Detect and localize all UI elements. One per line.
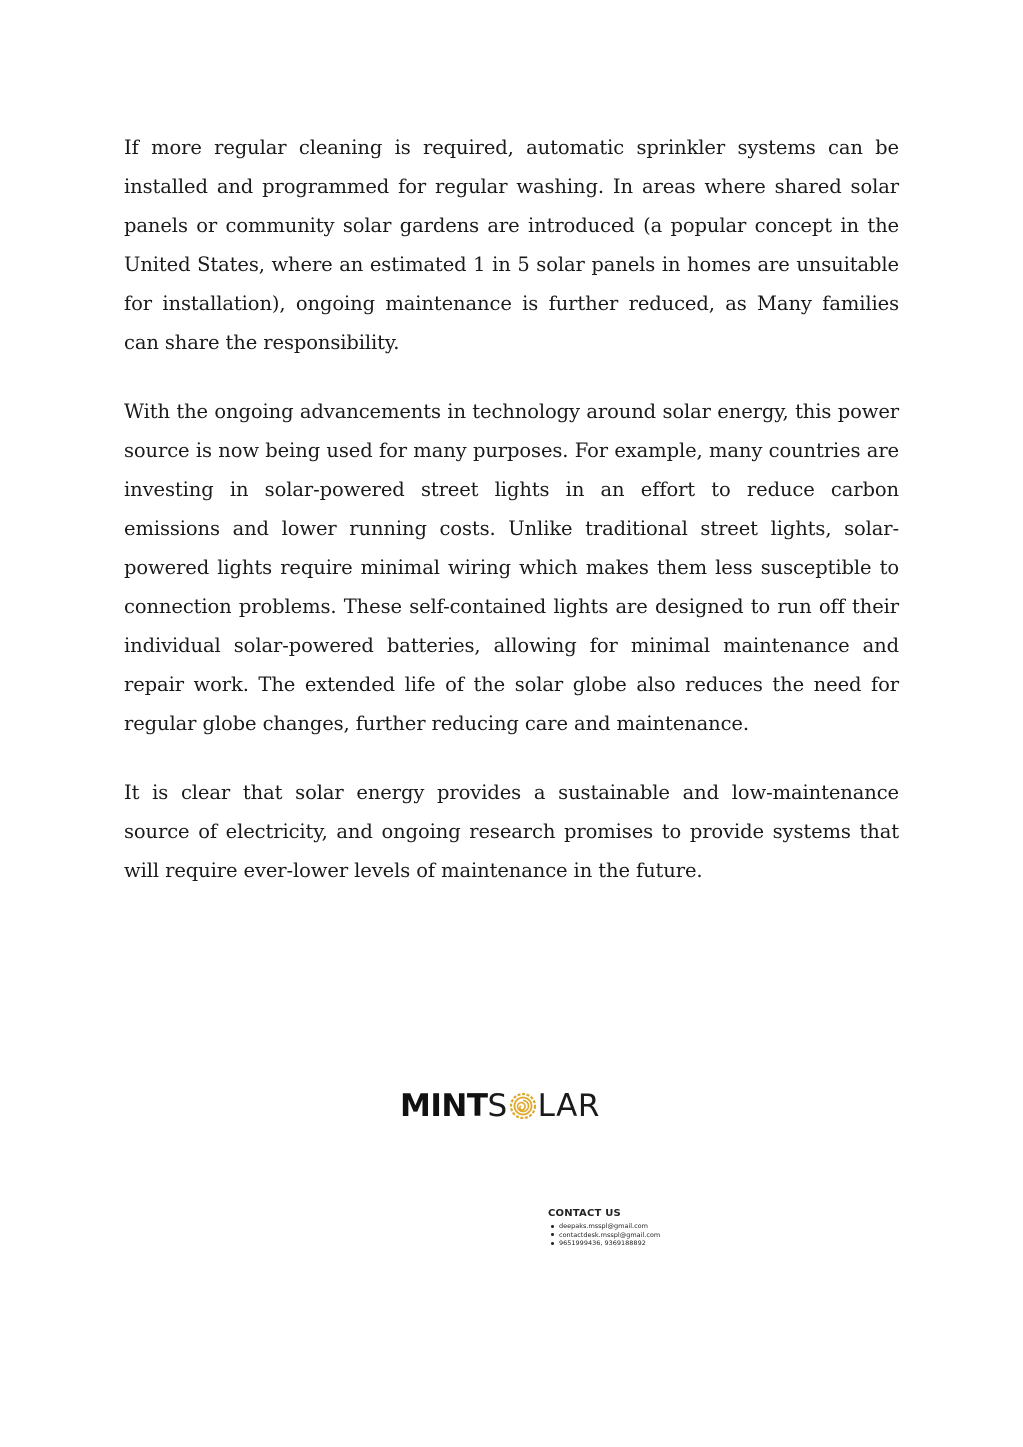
sun-swirl-icon: [509, 1092, 537, 1120]
logo-text-s: S: [487, 1088, 508, 1124]
bullet-icon: [551, 1242, 554, 1245]
contact-email-2[interactable]: contactdesk.msspl@gmail.com: [559, 1230, 661, 1239]
mintsolar-logo: [400, 1086, 625, 1126]
document-body: [124, 128, 899, 920]
paragraph-street-lights: With the ongoing advancements in technology around solar energy, this power source is now being used for many purposes. For example, many countries are investing in solar-powered street lights in an effort to reduce carbon emissions and lower running costs. Unlike traditional street lights, solar-powered lights require minimal wiring which makes them less susceptible to connection problems. These self-contained lights are designed to run off their individual solar-powered batteries, allowing for minimal maintenance and repair work. The extended life of the solar globe also reduces the need for regular globe changes, further reducing care and maintenance.: [124, 400, 899, 735]
paragraph-conclusion: It is clear that solar energy provides a sustainable and low-maintenance source of electricity, and ongoing research promises to provide systems that will require ever-lower levels of maintenance in the future.: [124, 781, 899, 882]
contact-item-email-2: [548, 1231, 660, 1240]
contact-item-phone: [548, 1239, 660, 1248]
contact-block: [548, 1208, 660, 1248]
contact-title: CONTACT US: [548, 1208, 621, 1219]
contact-phone[interactable]: 9651999436, 9369188892: [559, 1239, 646, 1247]
contact-item-email-1: [548, 1222, 660, 1231]
paragraph-cleaning: If more regular cleaning is required, automatic sprinkler systems can be installed and programmed for regular washing. In areas where shared solar panels or community solar gardens are introduced (a popular concept in the United States, where an estimated 1 in 5 solar panels in homes are unsuitable for installation), ongoing maintenance is further reduced, as Many families can share the responsibility.: [124, 136, 899, 354]
contact-list: [548, 1222, 660, 1248]
contact-email-1[interactable]: deepaks.msspl@gmail.com: [559, 1222, 648, 1230]
logo-text-mint: MINT: [400, 1088, 488, 1124]
bullet-icon: [551, 1225, 554, 1228]
bullet-icon: [551, 1233, 554, 1236]
logo-text-lar: LAR: [537, 1088, 600, 1124]
